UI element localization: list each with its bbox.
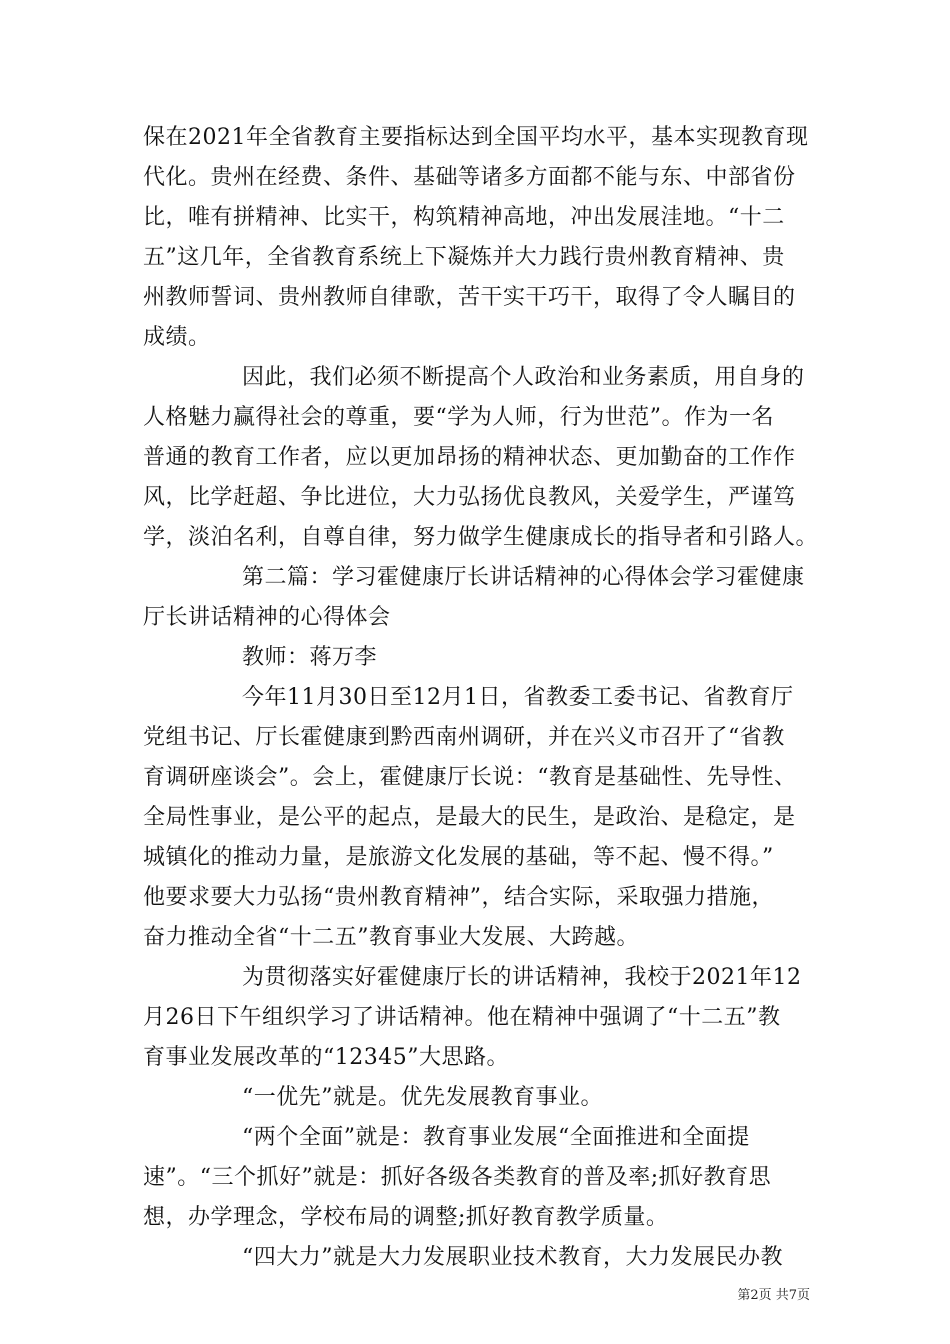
text-line: 教师：蒋万李 bbox=[242, 645, 378, 670]
text-line: 全局性事业，是公平的起点，是最大的民生，是政治、是稳定，是 bbox=[143, 805, 796, 830]
text-line: 五”这几年，全省教育系统上下凝炼并大力践行贵州教育精神、贵 bbox=[143, 245, 785, 270]
text-line: 育事业发展改革的“12345”大思路。 bbox=[143, 1045, 509, 1070]
text-line: 代化。贵州在经费、条件、基础等诸多方面都不能与东、中部省份 bbox=[143, 165, 796, 190]
text-line: “四大力”就是大力发展职业技术教育，大力发展民办教 bbox=[242, 1245, 783, 1270]
text-line: 育调研座谈会”。会上，霍健康厅长说：“教育是基础性、先导性、 bbox=[143, 765, 797, 790]
text-line: 为贯彻落实好霍健康厅长的讲话精神，我校于2021年12 bbox=[242, 965, 802, 990]
text-line: 比，唯有拼精神、比实干，构筑精神高地，冲出发展洼地。“十二 bbox=[143, 205, 785, 230]
text-line: 奋力推动全省“十二五”教育事业大发展、大跨越。 bbox=[143, 925, 639, 950]
text-line: 他要求要大力弘扬“贵州教育精神”，结合实际，采取强力措施， bbox=[143, 885, 774, 910]
text-line: 成绩。 bbox=[143, 325, 211, 350]
text-line: 因此，我们必须不断提高个人政治和业务素质，用自身的 bbox=[242, 365, 805, 390]
text-line: 城镇化的推动力量，是旅游文化发展的基础，等不起、慢不得。” bbox=[143, 845, 774, 870]
text-line: 学，淡泊名利，自尊自律，努力做学生健康成长的指导者和引路人。 bbox=[143, 525, 819, 550]
document-body bbox=[143, 118, 819, 1278]
text-line: 风，比学赶超、争比进位，大力弘扬优良教风，关爱学生，严谨笃 bbox=[143, 485, 796, 510]
text-line: 人格魅力赢得社会的尊重，要“学为人师，行为世范”。作为一名 bbox=[143, 405, 774, 430]
text-line: 厅长讲话精神的心得体会 bbox=[143, 605, 391, 630]
text-line: 保在2021年全省教育主要指标达到全国平均水平，基本实现教育现 bbox=[143, 125, 809, 150]
text-line: 普通的教育工作者，应以更加昂扬的精神状态、更加勤奋的工作作 bbox=[143, 445, 796, 470]
text-line: 州教师誓词、贵州教师自律歌，苦干实干巧干，取得了令人瞩目的 bbox=[143, 285, 796, 310]
text-line: “两个全面”就是：教育事业发展“全面推进和全面提 bbox=[242, 1125, 750, 1150]
text-line: 月26日下午组织学习了讲话精神。他在精神中强调了“十二五”教 bbox=[143, 1005, 781, 1030]
text-line: “一优先”就是。优先发展教育事业。 bbox=[242, 1085, 603, 1110]
text-line: 速”。“三个抓好”就是：抓好各级各类教育的普及率;抓好教育思 bbox=[143, 1165, 772, 1190]
text-line: 第二篇：学习霍健康厅长讲话精神的心得体会学习霍健康 bbox=[242, 565, 805, 590]
page-footer: 第2页 共7页 bbox=[737, 1288, 810, 1303]
text-line: 今年11月30日至12月1日，省教委工委书记、省教育厅 bbox=[242, 685, 794, 710]
text-line: 想，办学理念，学校布局的调整;抓好教育教学质量。 bbox=[143, 1205, 669, 1230]
text-line: 党组书记、厅长霍健康到黔西南州调研，并在兴义市召开了“省教 bbox=[143, 725, 785, 750]
